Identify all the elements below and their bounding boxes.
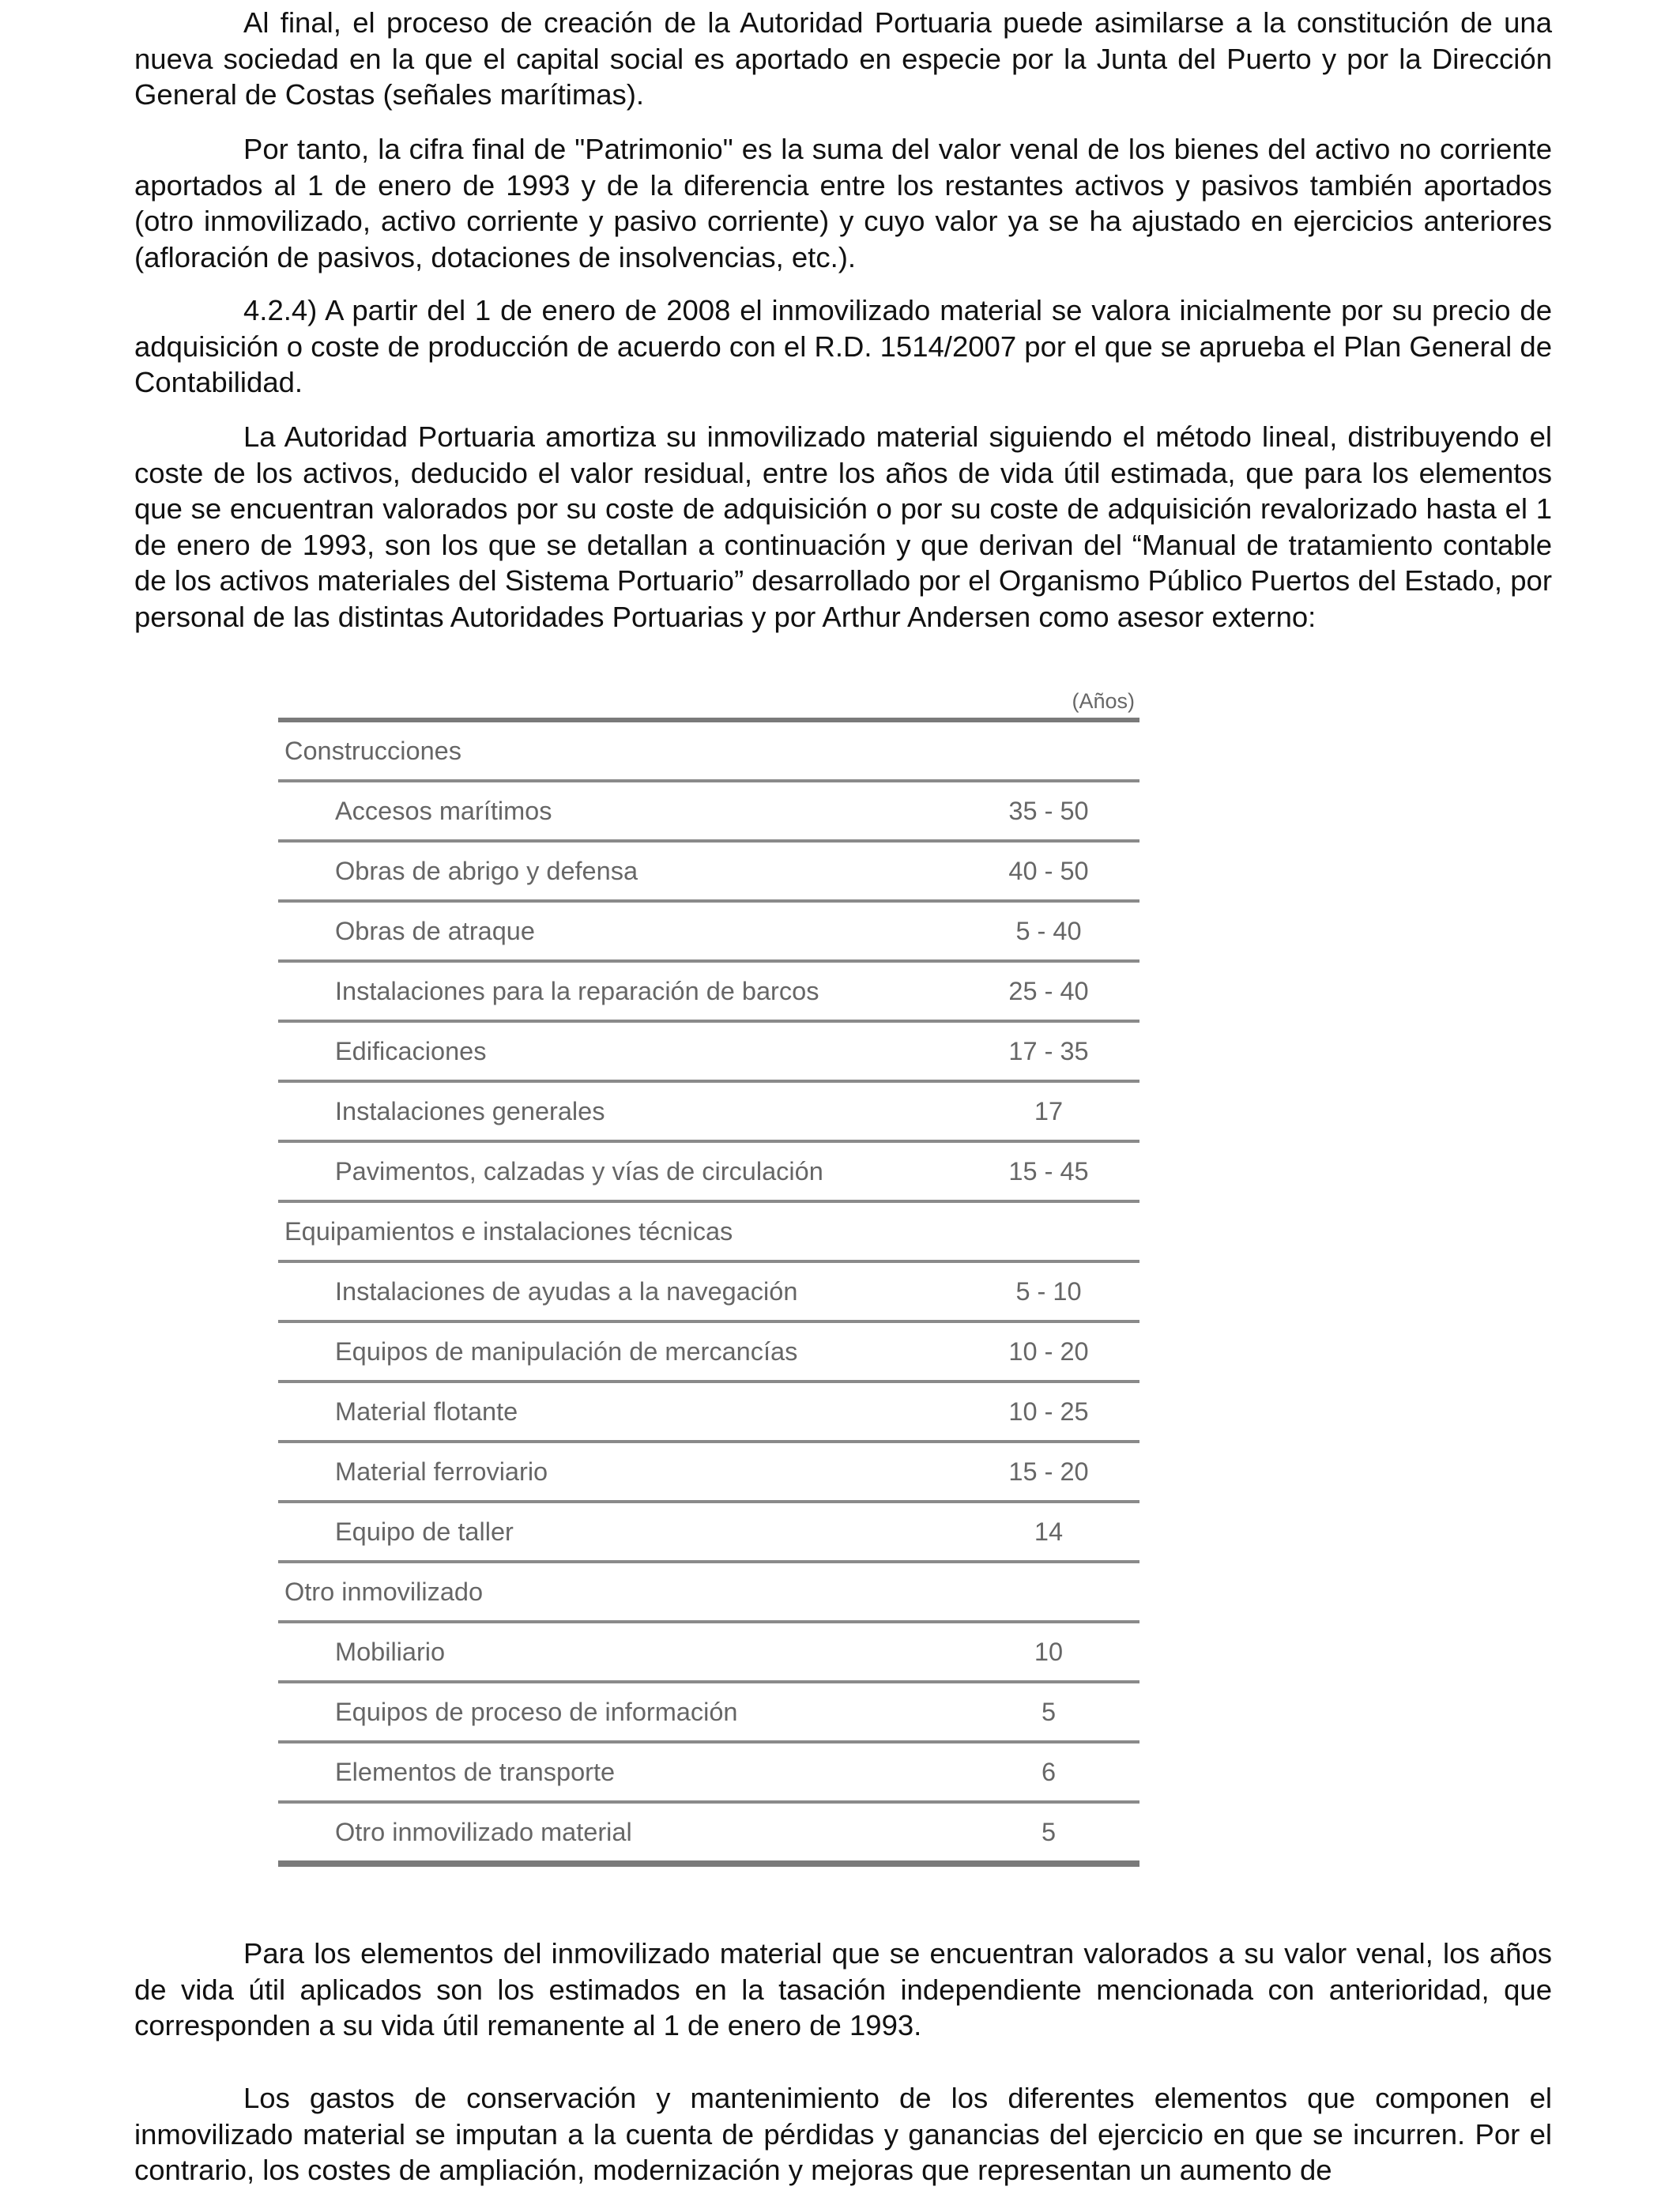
item-label: Material flotante — [335, 1397, 518, 1426]
item-label: Pavimentos, calzadas y vías de circulación — [335, 1156, 823, 1186]
useful-life-years: 10 - 20 — [1008, 1336, 1089, 1366]
useful-life-years: 15 - 20 — [1008, 1457, 1089, 1486]
item-label: Instalaciones generales — [335, 1096, 605, 1125]
table-row — [278, 1623, 1139, 1683]
table-row — [278, 1804, 1139, 1860]
useful-life-years: 6 — [1041, 1757, 1057, 1786]
useful-life-years: 17 — [1034, 1096, 1064, 1125]
useful-life-years: 5 — [1041, 1697, 1057, 1726]
table-row — [278, 1143, 1139, 1203]
item-label: Instalaciones de ayudas a la navegación — [335, 1276, 798, 1306]
table-category-row — [278, 1203, 1139, 1263]
item-label: Mobiliario — [335, 1637, 446, 1666]
useful-life-years: 17 - 35 — [1008, 1036, 1089, 1065]
table-row — [278, 782, 1139, 843]
item-label: Edificaciones — [335, 1036, 487, 1065]
item-label: Accesos marítimos — [335, 796, 552, 825]
table-bottom-rule — [278, 1860, 1139, 1867]
table-units-label: (Años) — [1072, 689, 1135, 713]
useful-life-years: 5 - 10 — [1015, 1276, 1082, 1306]
table-row — [278, 1443, 1139, 1503]
table-row — [278, 1744, 1139, 1804]
useful-life-years: 5 - 40 — [1015, 916, 1082, 945]
item-label: Equipos de proceso de información — [335, 1697, 738, 1726]
category-label: Construcciones — [284, 736, 461, 765]
useful-life-years: 5 — [1041, 1817, 1057, 1846]
category-label: Equipamientos e instalaciones técnicas — [284, 1216, 733, 1246]
item-label: Elementos de transporte — [335, 1757, 616, 1786]
useful-life-years: 25 - 40 — [1008, 976, 1089, 1005]
table-row — [278, 903, 1139, 963]
item-label: Otro inmovilizado material — [335, 1817, 632, 1846]
table-body — [278, 722, 1139, 1860]
table-row — [278, 1083, 1139, 1143]
table-row — [278, 1383, 1139, 1443]
item-label: Obras de atraque — [335, 916, 535, 945]
table-row — [278, 963, 1139, 1023]
category-label: Otro inmovilizado — [284, 1577, 484, 1606]
table-row — [278, 1023, 1139, 1083]
table-row — [278, 1323, 1139, 1383]
useful-life-years: 14 — [1034, 1517, 1064, 1546]
useful-life-years: 40 - 50 — [1008, 856, 1089, 885]
useful-life-years: 10 — [1034, 1637, 1064, 1666]
table-row — [278, 1503, 1139, 1563]
useful-life-years: 10 - 25 — [1008, 1397, 1089, 1426]
useful-life-years: 35 - 50 — [1008, 796, 1089, 825]
table-category-row — [278, 1563, 1139, 1623]
paragraph-patrimonio: Por tanto, la cifra final de "Patrimonio" es la suma del valor venal de los bienes del activo no corriente aportados al 1 de enero de 1993 y de la diferencia entre los restantes activos y pasivos también aportados (otro inmovilizado, activo corriente y pasivo corriente) y cuyo valor ya se ha ajustado en ejercicios anteriores (afloración de pasivos, dotaciones de insolvencias, etc.). — [134, 133, 1552, 273]
item-label: Equipo de taller — [335, 1517, 514, 1546]
item-label: Obras de abrigo y defensa — [335, 856, 638, 885]
table-row — [278, 1683, 1139, 1744]
useful-life-years: 15 - 45 — [1008, 1156, 1089, 1186]
vida-util-table — [278, 684, 1139, 1867]
paragraph-gastos-conservacion: Los gastos de conservación y mantenimiento de los diferentes elementos que componen el inmovilizado material se imputan a la cuenta de pérdidas y ganancias del ejercicio en que se incurren. Por el contrario, los costes de ampliación, modernización y mejoras que representan un aumento de — [134, 2082, 1552, 2186]
table-row — [278, 843, 1139, 903]
table-row — [278, 1263, 1139, 1323]
paragraph-section-4-2-4: 4.2.4) A partir del 1 de enero de 2008 el inmovilizado material se valora inicialmente por su precio de adquisición o coste de producción de acuerdo con el R.D. 1514/2007 por el que se aprueba el Plan General de Contabilidad. — [134, 294, 1552, 398]
paragraph-creacion-autoridad: Al final, el proceso de creación de la Autoridad Portuaria puede asimilarse a la constitución de una nueva sociedad en la que el capital social es aportado en especie por la Junta del Puerto y por la Dirección General de Costas (señales marítimas). — [134, 6, 1552, 111]
paragraph-amortizacion: La Autoridad Portuaria amortiza su inmovilizado material siguiendo el método lineal, distribuyendo el coste de los activos, deducido el valor residual, entre los años de vida útil estimada, que para los elementos que se encuentran valorados por su coste de adquisición o por su coste de adquisición revalorizado hasta el 1 de enero de 1993, son los que se detallan a continuación y que derivan del “Manual de tratamiento contable de los activos materiales del Sistema Portuario” desarrollado por el Organismo Público Puertos del Estado, por personal de las distintas Autoridades Portuarias y por Arthur Andersen como asesor externo: — [134, 420, 1552, 633]
item-label: Instalaciones para la reparación de barcos — [335, 976, 819, 1005]
table-category-row — [278, 722, 1139, 782]
item-label: Material ferroviario — [335, 1457, 548, 1486]
paragraph-valor-venal: Para los elementos del inmovilizado material que se encuentran valorados a su valor venal, los años de vida útil aplicados son los estimados en la tasación independiente mencionada con anterioridad, que corresponden a su vida útil remanente al 1 de enero de 1993. — [134, 1937, 1552, 2041]
item-label: Equipos de manipulación de mercancías — [335, 1336, 798, 1366]
